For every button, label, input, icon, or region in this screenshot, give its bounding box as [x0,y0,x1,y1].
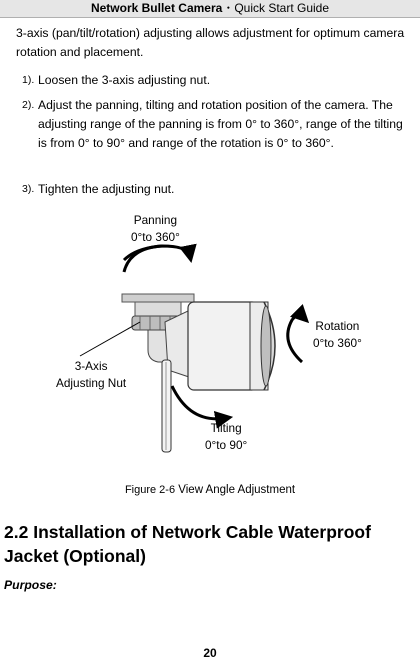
header-guide: Quick Start Guide [234,1,330,15]
rotation-range: 0°to 360° [313,336,362,350]
axis-nut-line2: Adjusting Nut [56,376,127,390]
tilting-arrow [172,386,226,419]
step-1-number: 1). [22,74,35,86]
axis-nut-label [56,358,126,392]
header-product: Network Bullet Camera [90,1,223,15]
step-3-number: 3). [22,183,35,195]
section-title: Installation of Network Cable Waterproof Jacket (Optional) [4,522,371,566]
tilting-label [205,420,247,454]
step-1-text: Loosen the 3-axis adjusting nut. [38,73,211,87]
figure-caption-text: View Angle Adjustment [178,484,296,496]
panning-label [131,212,180,246]
tilting-range: 0°to 90° [205,438,248,452]
panning-arrow [124,246,190,272]
intro-paragraph: 3-axis (pan/tilt/rotation) adjusting allows adjustment for optimum camera rotation and placement. [16,26,405,59]
page-number: 20 [203,646,217,660]
panning-title: Panning [133,213,178,227]
view-angle-figure [40,210,400,470]
rotation-arrow [288,315,304,362]
step-3-text: Tighten the adjusting nut. [38,182,175,196]
header-separator: ・ [222,1,235,15]
rotation-label [313,318,362,352]
panning-range: 0°to 360° [131,230,180,244]
page-header [0,0,420,18]
step-2-number: 2). [22,99,35,111]
tilting-title: Tilting [210,421,242,435]
section-number: 2.2 [4,522,29,542]
step-2-text: Adjust the panning, tilting and rotation position of the camera. The adjusting range of the panning is from 0° to 360°, range of the tilting is from 0° to 90° and range of the rotation is 0° to 360°. [38,98,403,150]
figure-number: Figure 2-6 [124,484,176,496]
figure-caption [0,484,420,496]
camera-body [188,302,258,390]
mount-plate [122,294,194,302]
nut-pointer-line [80,322,140,356]
axis-nut-line1: 3-Axis [74,359,108,373]
purpose-label: Purpose: [4,578,57,592]
rotation-title: Rotation [315,319,360,333]
section-heading [4,520,414,568]
